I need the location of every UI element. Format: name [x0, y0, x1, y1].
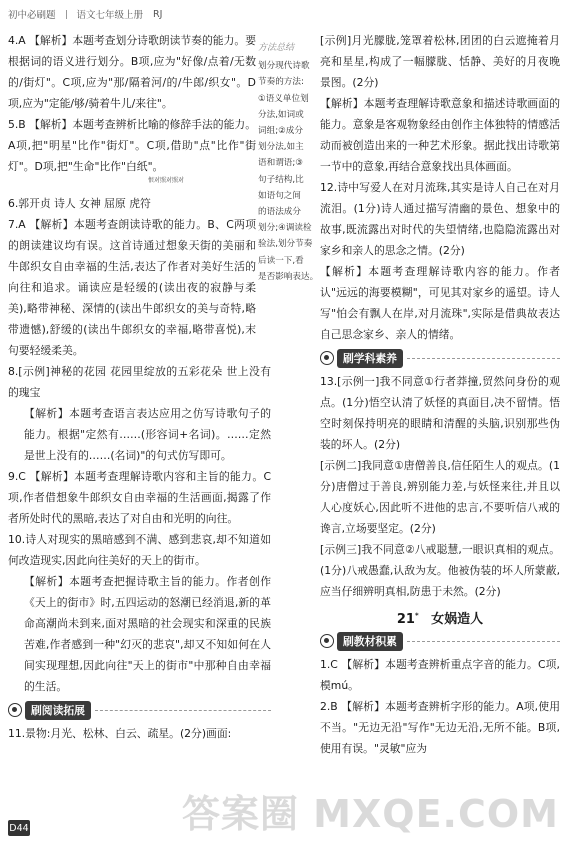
- side-line: 划分法,如主: [258, 142, 304, 153]
- method-summary-tag: 方法总结: [258, 43, 295, 53]
- subject-title: 语文七年级上册: [76, 10, 144, 21]
- lesson-number: 21: [396, 612, 415, 627]
- answer-lesson21-1: 1.C 【解析】本题考查辨析重点字音的能力。C项,模mú。: [320, 658, 560, 692]
- answer-5: 5.B 【解析】本题考查辨析比喻的修辞手法的能力。A项,把"明星"比作"街灯"。C项,借助"点"比作"街灯"。D项,把"生命"比作"白纸"。: [8, 118, 256, 173]
- section-icon: [320, 351, 334, 365]
- page-number: D44: [8, 820, 30, 836]
- answer-13-example-3: [示例三]我不同意②八戒聪慧,一眼识真相的观点。(1分)八戒愚蠢,认敌为友。他被伪装的坏人所蒙蔽,应当仔细辨明真相,防患于未然。(2分): [320, 543, 560, 598]
- book-title: 初中必刷题: [8, 10, 56, 21]
- section-label: 刷教材积累: [337, 632, 403, 651]
- section-textbook-accumulation: [320, 631, 560, 651]
- section-reading-expand: [8, 700, 271, 720]
- section-label: 刷阅读拓展: [25, 701, 91, 720]
- section-divider: [407, 358, 560, 359]
- edition-label: RJ: [153, 8, 163, 20]
- answer-4: 4.A 【解析】本题考查划分诗歌朗读节奏的能力。要根据词的语义进行划分。B项,应为"好像/点着/无数的/街灯"。C项,应为"那/隔着河/的/牛郎/织女"。D项,应为"定能/够/骑着牛儿/来往"。: [8, 34, 256, 110]
- answer-lesson21-2: 2.B 【解析】本题考查辨析字形的能力。A项,使用不当。"无边无沿"写作"无边无沿,无所不能。B项,使用有误。"灵敏"应为: [320, 700, 560, 755]
- answer-13-example-1: 13.[示例一]我不同意①行者莽撞,贸然问身份的观点。(1分)悟空认清了妖怪的真面目,决不留情。悟空时刻保持明亮的眼睛和清醒的头脑,识别那些伪装的坏人。(2分): [320, 375, 560, 451]
- section-divider: [407, 641, 560, 642]
- answer-7: 7.A 【解析】本题考查朗读诗歌的能力。B、C两项的朗读建议均有误。这首诗通过想象天街的美丽和牛郎织女自由幸福的生活,表达了作者对美好生活的向往和追求。诵读应是轻缓的(读出夜的寂静与柔美),略带神秘、深情的(读出牛郎织女的美与奇特,略带遗憾),舒缓的(读出牛郎织女的幸福,略带喜悦),末句要轻缓柔美。: [8, 218, 256, 357]
- left-column: [8, 30, 271, 744]
- side-line: 验法,划分节奏: [258, 239, 313, 250]
- answer-8-analysis: 【解析】本题考查语言表达应用之仿写诗歌句子的能力。根据"定然有……(形容词+名词)。……定然是世上没有的……(名词)"的句式仿写即可。: [24, 407, 271, 462]
- answer-9: 9.C 【解析】本题考查理解诗歌内容和主旨的能力。C项,作者借想象牛郎织女自由幸福的生活画面,揭露了作者所处时代的黑暗,表达了对自由和光明的向往。: [8, 470, 271, 525]
- section-divider: [95, 710, 271, 711]
- right-column: [320, 30, 560, 759]
- side-line: 后读一下,看: [258, 255, 304, 266]
- lesson-mark: *: [414, 611, 419, 620]
- answer-10-analysis: 【解析】本题考查把握诗歌主旨的能力。作者创作《天上的街市》时,五四运动的怒潮已经消退,新的革命高潮尚未到来,面对黑暗的社会现实和深重的民族苦难,作者感到一种"幻灭的悲哀",却又不知如何在人间实现理想,因此向往"天上的街市"中那种自由幸福的生活。: [24, 575, 271, 693]
- side-line: 分法,如词或: [258, 109, 304, 120]
- side-line: 节奏的方法:: [258, 77, 304, 88]
- side-line: 语和谓语;③: [258, 158, 303, 169]
- side-line: 划分;④调读检: [258, 223, 312, 234]
- answer-12-analysis: 【解析】本题考查理解诗歌内容的能力。作者认"远远的海要模糊"，可见其对家乡的遥望。诗人写"怕会有飘人在岸,对月流珠",实际是借典故表达自己思念家乡、亲人的情绪。: [320, 265, 560, 341]
- figure-note: [148, 177, 271, 193]
- section-icon: [8, 703, 22, 717]
- side-line: 的语法成分: [258, 207, 301, 218]
- section-label: 刷学科素养: [337, 349, 403, 368]
- side-line: 词组;②成分: [258, 126, 303, 137]
- answer-11: 11.景物:月光、松林、白云、疏星。(2分)画面:: [8, 727, 232, 740]
- section-icon: [320, 634, 334, 648]
- answer-13-example-2: [示例二]我同意①唐僧善良,信任陌生人的观点。(1分)唐僧过于善良,辨别能力差,与妖怪来往,并且以人心度妖心,因此听不进他的忠言,不要听信八戒的谗言,立场要坚定。(2分): [320, 459, 560, 535]
- side-line: ①语义单位划: [258, 93, 309, 104]
- section-subject-literacy: [320, 348, 560, 368]
- answer-12: 12.诗中写爱人在对月流珠,其实是诗人自己在对月流泪。(1分)诗人通过描写清幽的景色、想象中的故事,既流露出对时代的失望情绪,也隐隐流露出对家乡和亲人的思念之情。(2分): [320, 181, 560, 257]
- answer-11-example: [示例]月光朦胧,笼罩着松林,团团的白云遮掩着月亮和星星,构成了一幅朦胧、恬静、美好的月夜晚景图。(2分): [320, 34, 560, 89]
- side-line: 如语句之间: [258, 190, 301, 201]
- lesson-title: [320, 608, 560, 627]
- figure-note-line: 恨对照对照对: [148, 177, 185, 184]
- side-line: 划分现代诗歌: [258, 61, 310, 72]
- answer-8: 8.[示例]神秘的花园 花园里绽放的五彩花朵 世上没有的瑰宝: [8, 365, 271, 399]
- watermark: 答案圈 MXQE.COM: [181, 792, 559, 836]
- lesson-name: 女娲造人: [431, 612, 484, 627]
- answer-6: 6.郭开贞 诗人 女神 屈原 虎符: [8, 197, 151, 210]
- side-line: 句子结构,比: [258, 174, 304, 185]
- page-header: [8, 4, 162, 24]
- answer-11-analysis: 【解析】本题考查理解诗歌意象和描述诗歌画面的能力。意象是客观物象经由创作主体独特的情感活动而被创造出来的一种艺术形象。据此找出诗歌第一节中的意象,再结合意象找出具体画面。: [320, 97, 560, 173]
- answer-10: 10.诗人对现实的黑暗感到不满、感到悲哀,却不知道如何改造现实,因此向往美好的天上的街市。: [8, 533, 271, 567]
- header-divider: [66, 10, 67, 19]
- side-line: 是否影响表达。: [258, 271, 319, 282]
